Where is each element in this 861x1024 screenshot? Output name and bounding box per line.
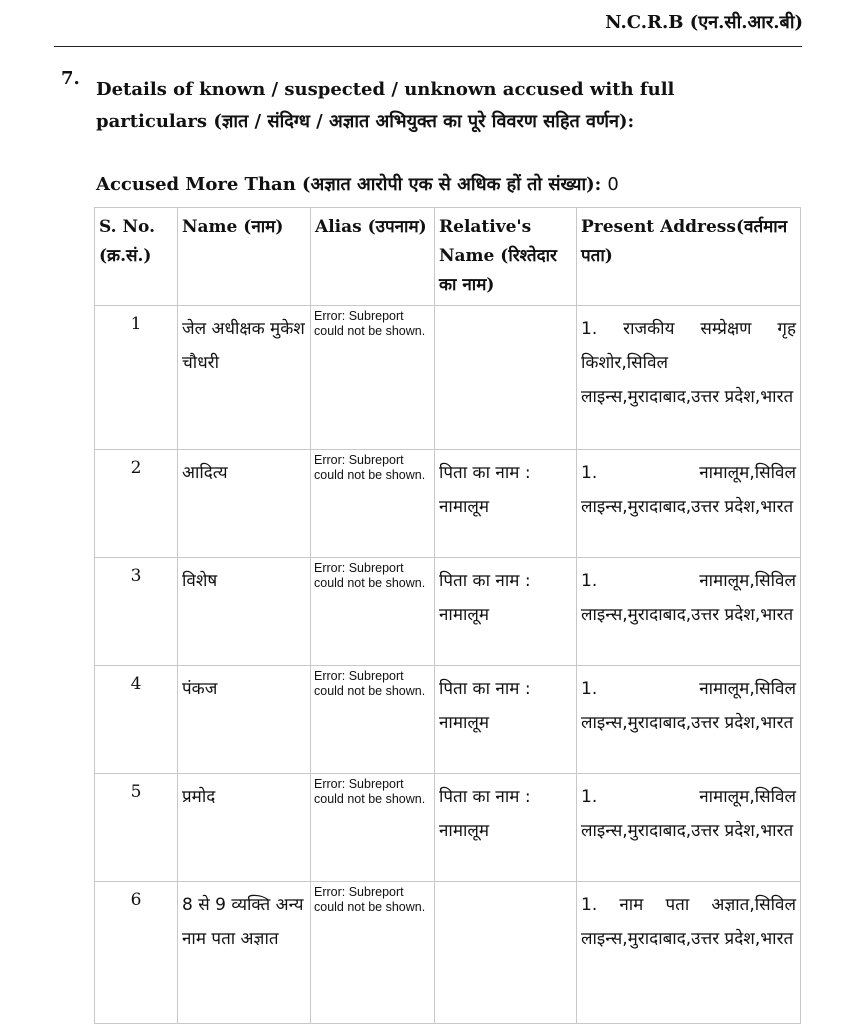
accused-more-than-value: 0 bbox=[607, 174, 619, 195]
row-sno: 2 bbox=[95, 450, 178, 558]
row-relative: पिता का नाम : नामालूम bbox=[435, 774, 577, 882]
row-alias: Error: Subreport could not be shown. bbox=[311, 558, 435, 666]
row-name: जेल अधीक्षक मुकेश चौधरी bbox=[178, 306, 311, 450]
row-relative bbox=[435, 306, 577, 450]
table-header-row bbox=[95, 208, 801, 306]
table-row bbox=[95, 882, 801, 1024]
accused-table bbox=[94, 207, 801, 1024]
header-divider bbox=[54, 46, 802, 47]
accused-more-than bbox=[96, 172, 619, 196]
table-row bbox=[95, 306, 801, 450]
row-relative: पिता का नाम : नामालूम bbox=[435, 666, 577, 774]
table-row bbox=[95, 450, 801, 558]
header-address: Present Address(वर्तमान पता) bbox=[577, 208, 801, 306]
row-alias: Error: Subreport could not be shown. bbox=[311, 666, 435, 774]
section-number: 7. bbox=[61, 68, 80, 89]
section-title: Details of known / suspected / unknown accused with full particulars (ज्ञात / संदिग्ध / अज्ञात अभियुक्त का पूरे विवरण सहित वर्णन): bbox=[96, 79, 675, 132]
accused-more-than-label: Accused More Than (अज्ञात आरोपी एक से अधिक हों तो संख्या): bbox=[96, 174, 602, 195]
row-alias: Error: Subreport could not be shown. bbox=[311, 882, 435, 1024]
table-row bbox=[95, 774, 801, 882]
row-name: प्रमोद bbox=[178, 774, 311, 882]
row-name: आदित्य bbox=[178, 450, 311, 558]
row-sno: 5 bbox=[95, 774, 178, 882]
row-address: 1. नामालूम,सिविल लाइन्स,मुरादाबाद,उत्तर प्रदेश,भारत bbox=[577, 558, 801, 666]
row-name: 8 से 9 व्यक्ति अन्य नाम पता अज्ञात bbox=[178, 882, 311, 1024]
row-address: 1. नामालूम,सिविल लाइन्स,मुरादाबाद,उत्तर प्रदेश,भारत bbox=[577, 774, 801, 882]
header-name: Name (नाम) bbox=[178, 208, 311, 306]
header-alias: Alias (उपनाम) bbox=[311, 208, 435, 306]
row-sno: 6 bbox=[95, 882, 178, 1024]
row-alias: Error: Subreport could not be shown. bbox=[311, 450, 435, 558]
table-row bbox=[95, 666, 801, 774]
row-address: 1. नाम पता अज्ञात,सिविल लाइन्स,मुरादाबाद,उत्तर प्रदेश,भारत bbox=[577, 882, 801, 1024]
row-address: 1. राजकीय सम्प्रेक्षण गृह किशोर,सिविल लाइन्स,मुरादाबाद,उत्तर प्रदेश,भारत bbox=[577, 306, 801, 450]
row-address: 1. नामालूम,सिविल लाइन्स,मुरादाबाद,उत्तर प्रदेश,भारत bbox=[577, 450, 801, 558]
row-name: पंकज bbox=[178, 666, 311, 774]
row-relative bbox=[435, 882, 577, 1024]
header-relative: Relative's Name (रिश्तेदार का नाम) bbox=[435, 208, 577, 306]
row-address: 1. नामालूम,सिविल लाइन्स,मुरादाबाद,उत्तर प्रदेश,भारत bbox=[577, 666, 801, 774]
row-relative: पिता का नाम : नामालूम bbox=[435, 558, 577, 666]
row-sno: 3 bbox=[95, 558, 178, 666]
row-alias: Error: Subreport could not be shown. bbox=[311, 774, 435, 882]
row-alias: Error: Subreport could not be shown. bbox=[311, 306, 435, 450]
ncrb-header: N.C.R.B (एन.सी.आर.बी) bbox=[605, 12, 803, 33]
row-relative: पिता का नाम : नामालूम bbox=[435, 450, 577, 558]
row-name: विशेष bbox=[178, 558, 311, 666]
row-sno: 1 bbox=[95, 306, 178, 450]
row-sno: 4 bbox=[95, 666, 178, 774]
table-row bbox=[95, 558, 801, 666]
header-sno: S. No. (क्र.सं.) bbox=[95, 208, 178, 306]
